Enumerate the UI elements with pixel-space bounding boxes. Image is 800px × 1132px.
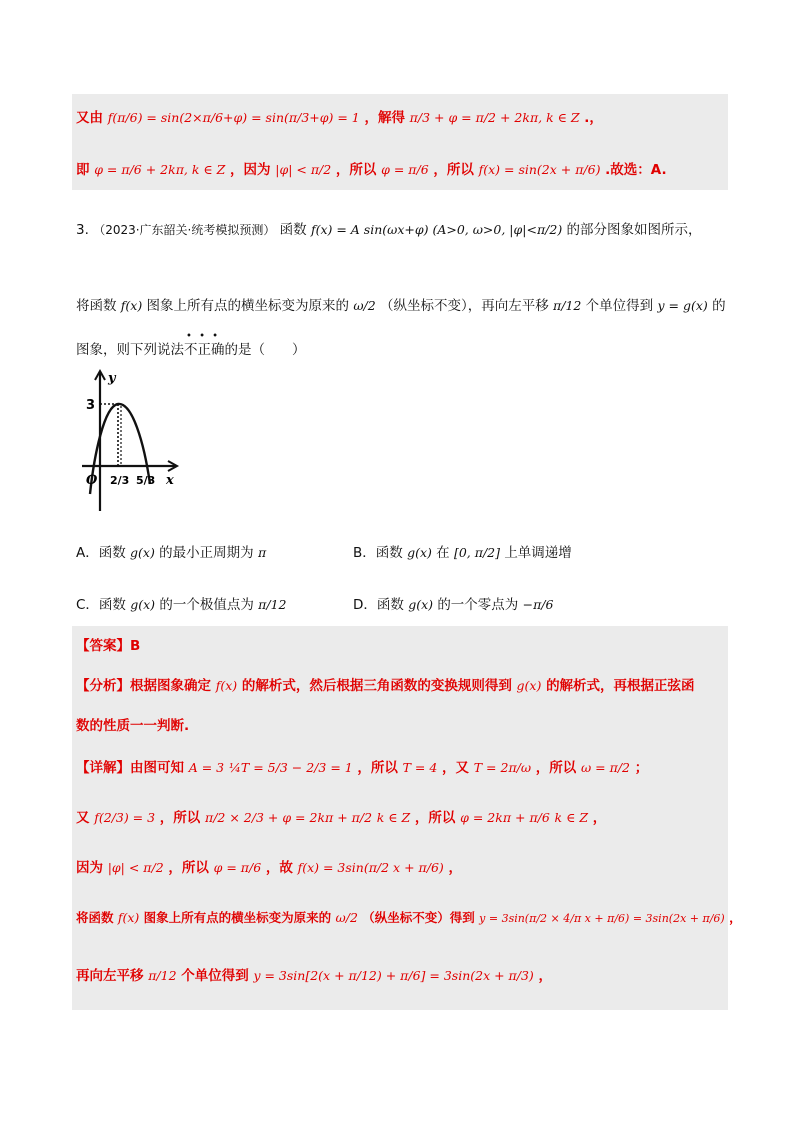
math-expression: y = 3sin[2(x + π/12) + π/6] = 3sin(2x + π/3) xyxy=(253,968,534,983)
text: 个单位得到 xyxy=(181,968,249,984)
math-expression: y = 3sin(π/2 × 4/π x + π/6) = 3sin(2x + π/6) xyxy=(479,912,725,925)
text: 的一个极值点为 xyxy=(159,597,254,613)
detail-line-4 xyxy=(76,908,742,929)
text: 将函数 xyxy=(76,910,114,925)
text: ，所以 xyxy=(433,162,474,178)
math-expression: k ∈ Z xyxy=(376,810,411,825)
text: ， xyxy=(729,910,742,925)
question-source: （2023·广东韶关·统考模拟预测） xyxy=(93,223,276,237)
math-expression: y = g(x) xyxy=(657,298,708,313)
text: ， xyxy=(448,860,462,876)
text: 的 xyxy=(712,298,726,314)
math-expression: f(π/6) = sin(2×π/6+φ) = sin(π/3+φ) = 1 xyxy=(107,110,360,125)
x-tick-label-1: 2/3 xyxy=(110,474,130,487)
text: A．函数 xyxy=(76,545,126,561)
text: 的最小正周期为 xyxy=(159,545,254,561)
math-expression: f(x) = A sin(ωx+φ) (A>0, ω>0, |φ|<π/2) xyxy=(310,222,563,237)
text: 将函数 xyxy=(76,298,117,314)
text: 再向左平移 xyxy=(76,968,144,984)
text: 函数 xyxy=(279,222,307,238)
math-expression: φ = π/6 xyxy=(381,162,429,177)
detail-line-5 xyxy=(76,966,552,986)
text: 又 xyxy=(76,810,90,826)
text: 的解析式，然后根据三角函数的变换规则得到 xyxy=(241,678,512,694)
text: 图象上所有点的横坐标变为原来的 xyxy=(143,910,332,925)
math-expression: ω = π/2 xyxy=(581,760,630,775)
y-tick-label: 3 xyxy=(86,398,96,413)
math-expression: φ = π/6 xyxy=(213,860,262,875)
text: 【分析】根据图象确定 xyxy=(76,678,211,694)
answer-label: 【答案】B xyxy=(76,638,141,654)
math-expression: k ∈ Z xyxy=(554,810,589,825)
solution-line-2 xyxy=(76,160,667,180)
math-expression: ω/2 xyxy=(335,910,358,925)
analysis-line-1 xyxy=(76,676,695,696)
text: 的解析式，再根据正弦函 xyxy=(546,678,695,694)
math-expression: |φ| < π/2 xyxy=(275,162,332,177)
math-expression: π/12 xyxy=(148,968,177,983)
math-expression: g(x) xyxy=(130,597,156,612)
text: ； xyxy=(634,760,649,776)
math-expression: A = 3 xyxy=(188,760,225,775)
text: （纵坐标不变）得到 xyxy=(362,910,475,925)
math-expression: f(x) xyxy=(215,678,238,693)
text: 的部分图象如图所示， xyxy=(566,222,702,238)
math-expression: π/12 xyxy=(553,298,582,313)
detail-line-2 xyxy=(76,808,606,828)
text: ，所以 xyxy=(357,760,398,776)
text: ，又 xyxy=(442,760,470,776)
y-axis-label: y xyxy=(108,371,116,386)
text: .， xyxy=(584,110,603,126)
question-line-3 xyxy=(76,340,306,360)
math-expression: f(x) xyxy=(117,910,140,925)
text: ，所以 xyxy=(535,760,577,776)
text: B．函数 xyxy=(353,545,403,561)
text: ， xyxy=(592,810,607,826)
origin-label: O xyxy=(86,473,98,488)
math-expression: g(x) xyxy=(130,545,155,560)
text: 在 xyxy=(436,545,450,561)
math-expression: φ = π/6 + 2kπ, k ∈ Z xyxy=(94,162,226,177)
math-expression: ω/2 xyxy=(353,298,376,313)
text: 又由 xyxy=(76,110,103,126)
text: 数的性质一一判断. xyxy=(76,718,190,734)
text: ，所以 xyxy=(159,810,201,826)
text: C．函数 xyxy=(76,597,126,613)
math-expression: g(x) xyxy=(407,545,432,560)
math-expression: π/2 × 2/3 + φ = 2kπ + π/2 xyxy=(204,810,373,825)
text: 因为 xyxy=(76,860,103,876)
text: .故选：A. xyxy=(605,162,667,178)
text: ，所以 xyxy=(335,162,377,178)
math-expression: f(x) = sin(2x + π/6) xyxy=(478,162,601,177)
analysis-line-2 xyxy=(76,716,189,736)
math-expression: [0, π/2] xyxy=(453,545,501,560)
text: （纵坐标不变），再向左平移 xyxy=(379,298,549,314)
text: D．函数 xyxy=(353,597,404,613)
text: ，故 xyxy=(265,860,293,876)
math-expression: φ = 2kπ + π/6 xyxy=(460,810,550,825)
math-expression: f(2/3) = 3 xyxy=(94,810,156,825)
question-number: 3. xyxy=(76,222,89,238)
emphasis-dots: • • • xyxy=(186,331,221,342)
x-tick-label-2: 5/3 xyxy=(136,474,156,487)
math-expression: −π/6 xyxy=(522,597,554,612)
math-expression: π/12 xyxy=(258,597,287,612)
text: ，因为 xyxy=(230,162,271,178)
text: ，所以 xyxy=(414,810,456,826)
detail-line-3 xyxy=(76,858,462,878)
math-expression: f(x) xyxy=(120,298,143,313)
text: 个单位得到 xyxy=(585,298,654,314)
text: 的一个零点为 xyxy=(437,597,519,613)
detail-line-1 xyxy=(76,758,648,778)
math-expression: T = 2π/ω xyxy=(473,760,532,775)
math-expression: π xyxy=(257,545,267,560)
question-line-2 xyxy=(76,296,726,316)
math-expression: ¼T = 5/3 − 2/3 = 1 xyxy=(228,760,353,775)
solution-line-1 xyxy=(76,108,603,128)
text: 图象上所有点的横坐标变为原来的 xyxy=(146,298,350,314)
math-expression: g(x) xyxy=(408,597,434,612)
question-line-1 xyxy=(76,220,702,240)
text: 即 xyxy=(76,162,90,178)
option-a[interactable] xyxy=(76,541,266,561)
math-expression: |φ| < π/2 xyxy=(107,860,164,875)
math-expression: g(x) xyxy=(516,678,542,693)
text: ，解得 xyxy=(364,110,405,126)
text: 上单调递增 xyxy=(504,545,572,561)
text: 图象，则下列说法不正确的是（ ） xyxy=(76,342,306,358)
math-expression: T = 4 xyxy=(402,760,438,775)
function-graph xyxy=(78,366,188,516)
math-expression: f(x) = 3sin(π/2 x + π/6) xyxy=(297,860,444,875)
option-c[interactable] xyxy=(76,593,286,613)
math-expression: π/3 + φ = π/2 + 2kπ, k ∈ Z xyxy=(409,110,580,125)
text: ，所以 xyxy=(168,860,209,876)
text: 【详解】由图可知 xyxy=(76,760,184,776)
text: ， xyxy=(538,968,553,984)
x-axis-label: x xyxy=(166,473,174,488)
option-b[interactable] xyxy=(353,541,572,561)
option-d[interactable] xyxy=(353,593,553,613)
